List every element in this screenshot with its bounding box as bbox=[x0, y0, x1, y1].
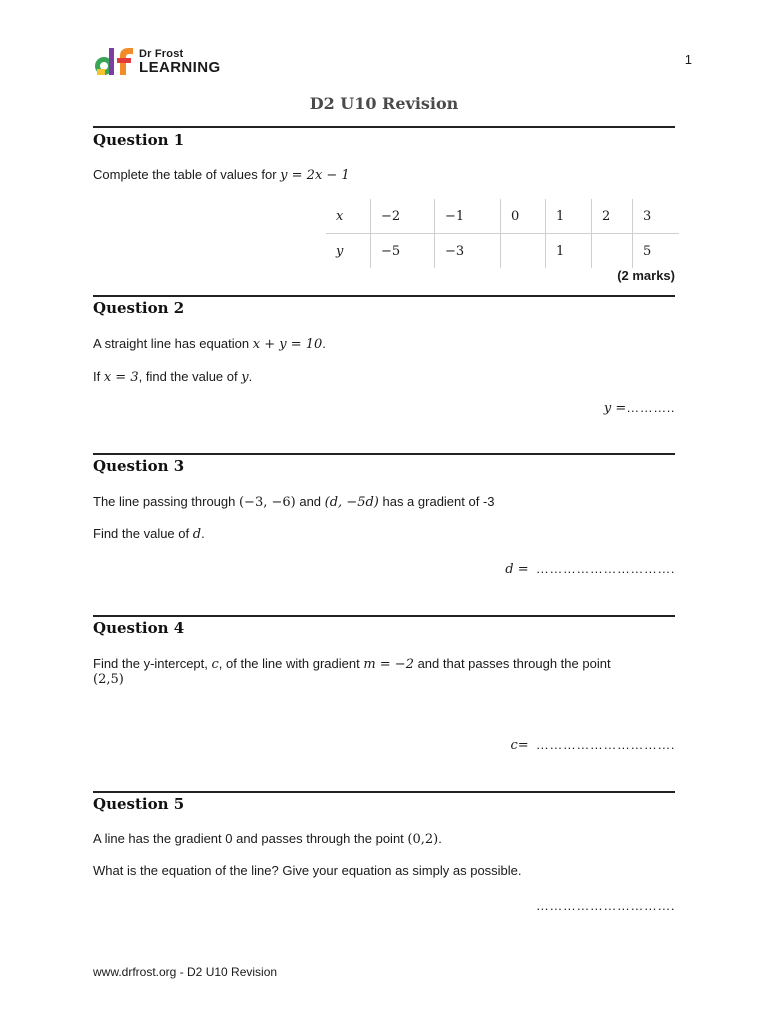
question-3-answer-dots[interactable]: …………………………. bbox=[535, 561, 675, 576]
question-4-gradient: m = −2 bbox=[363, 657, 414, 672]
question-4-variable-c: c bbox=[211, 657, 219, 672]
question-3-line-1-end: has a gradient of -3 bbox=[378, 494, 495, 509]
question-4-answer-label: c= bbox=[510, 738, 529, 753]
table-cell: 3 bbox=[633, 199, 680, 234]
table-cell: −5 bbox=[371, 234, 435, 269]
question-4-answer-line[interactable] bbox=[470, 737, 675, 753]
question-2-heading: Question 2 bbox=[93, 299, 185, 317]
question-5-line-1 bbox=[93, 831, 442, 847]
question-3-divider bbox=[93, 453, 675, 455]
question-2-equation: x + y = 10 bbox=[252, 337, 323, 352]
table-of-values bbox=[326, 199, 679, 268]
table-cell-blank[interactable] bbox=[592, 234, 633, 269]
table-cell: 1 bbox=[546, 199, 592, 234]
question-3-point-a: (−3, −6) bbox=[238, 495, 296, 510]
question-1-prompt bbox=[93, 167, 350, 183]
question-4-divider bbox=[93, 615, 675, 617]
question-2-line-2-start: If bbox=[93, 369, 104, 384]
table-cell-blank[interactable] bbox=[501, 234, 546, 269]
question-2-divider bbox=[93, 295, 675, 297]
question-5-line-2: What is the equation of the line? Give your equation as simply as possible. bbox=[93, 863, 522, 878]
question-4-answer-dots[interactable]: …………………………. bbox=[535, 737, 675, 752]
page-number: 1 bbox=[684, 52, 692, 67]
question-1-prompt-text: Complete the table of values for bbox=[93, 167, 281, 182]
question-4-line-1-text: Find the y-intercept, bbox=[93, 656, 212, 671]
table-header-x: x bbox=[326, 199, 371, 234]
question-5-heading: Question 5 bbox=[93, 795, 185, 813]
question-3-line-2 bbox=[93, 526, 205, 542]
df-logo-mark-icon bbox=[93, 44, 137, 78]
question-3-line-2-text: Find the value of bbox=[93, 526, 193, 541]
question-4-heading: Question 4 bbox=[93, 619, 185, 637]
question-3-variable-d: d bbox=[192, 527, 202, 542]
question-2-line-1-text: A straight line has equation bbox=[93, 336, 253, 351]
question-1-equation: y = 2x − 1 bbox=[280, 168, 350, 183]
table-cell: −2 bbox=[371, 199, 435, 234]
question-3-line-2-end: . bbox=[201, 526, 205, 541]
table-cell: 0 bbox=[501, 199, 546, 234]
logo-text-bottom: LEARNING bbox=[139, 59, 221, 76]
question-2-line-2-text: , find the value of bbox=[138, 369, 242, 384]
table-cell: 2 bbox=[592, 199, 633, 234]
table-cell: 1 bbox=[546, 234, 592, 269]
dr-frost-logo bbox=[93, 44, 233, 78]
table-row-x bbox=[326, 199, 679, 234]
logo-text-top: Dr Frost bbox=[139, 48, 184, 60]
question-3-line-1 bbox=[93, 494, 495, 510]
question-4-point: (2,5) bbox=[93, 672, 124, 687]
question-3-answer-line[interactable] bbox=[470, 561, 675, 577]
question-3-heading: Question 3 bbox=[93, 457, 185, 475]
table-cell: 5 bbox=[643, 243, 652, 259]
footer-text: www.drfrost.org - D2 U10 Revision bbox=[93, 965, 278, 979]
question-3-answer-label: d = bbox=[505, 562, 529, 577]
question-3-line-1-text: The line passing through bbox=[93, 494, 239, 509]
question-5-answer-line[interactable] bbox=[500, 898, 675, 913]
question-4-line-1-middle: , of the line with gradient bbox=[218, 656, 364, 671]
question-3-point-b: (d, −5d) bbox=[324, 495, 379, 510]
question-1-heading: Question 1 bbox=[93, 131, 185, 149]
question-5-divider bbox=[93, 791, 675, 793]
question-1-marks: (2 marks) bbox=[617, 268, 675, 283]
question-2-given-x: x = 3 bbox=[103, 370, 139, 385]
question-2-line-2-end: . bbox=[248, 369, 253, 384]
table-cell: −1 bbox=[435, 199, 501, 234]
question-2-line-2 bbox=[93, 369, 252, 385]
table-cell: −3 bbox=[435, 234, 501, 269]
question-2-answer-line[interactable] bbox=[540, 400, 675, 416]
question-2-variable-y: y bbox=[241, 370, 249, 385]
question-4-line-1 bbox=[93, 656, 611, 672]
question-2-line-1 bbox=[93, 336, 326, 352]
question-1-divider bbox=[93, 126, 675, 128]
question-2-line-1-end: . bbox=[322, 336, 326, 351]
question-5-line-1-text: A line has the gradient 0 and passes through the point bbox=[93, 831, 408, 846]
question-5-point: (0,2) bbox=[407, 832, 439, 847]
page-title: D2 U10 Revision bbox=[309, 94, 459, 113]
question-2-answer-dots[interactable]: ……….. bbox=[626, 400, 675, 415]
table-header-y: y bbox=[326, 234, 371, 269]
question-5-line-1-end: . bbox=[438, 831, 442, 846]
table-row-y bbox=[326, 234, 679, 269]
question-5-answer-dots[interactable]: …………………………. bbox=[535, 898, 675, 913]
question-4-line-1-end: and that passes through the point bbox=[413, 656, 611, 671]
question-3-and: and bbox=[295, 494, 325, 509]
question-2-answer-label: y = bbox=[603, 401, 627, 416]
